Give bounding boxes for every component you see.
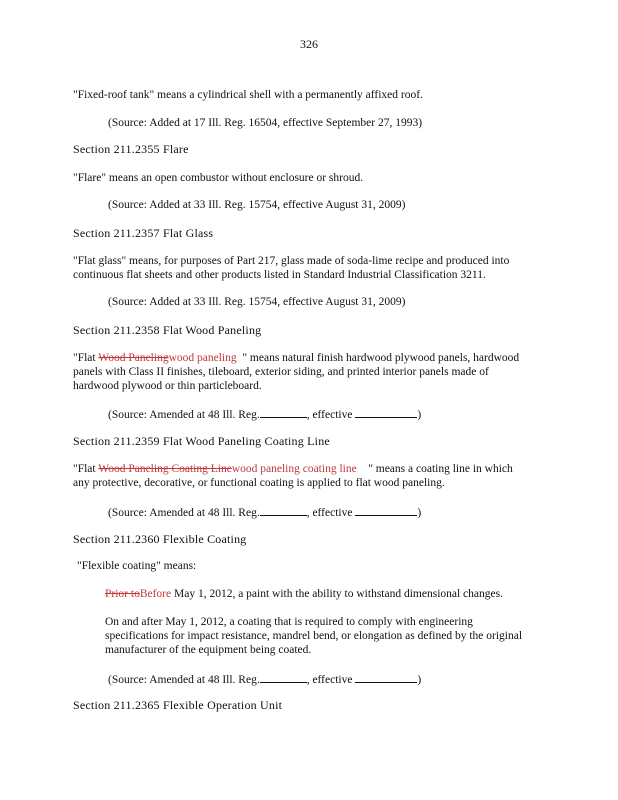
source-effective: , effective	[306, 507, 356, 519]
source-prefix: (Source: Amended at 48 Ill. Reg.	[108, 409, 260, 421]
blank-effective-date	[355, 504, 417, 516]
deleted-text: Wood Paneling Coating Line	[98, 463, 232, 475]
flexible-coating-item-2-line-2: specifications for impact resistance, mandrel bend, or elongation as defined by the original	[105, 630, 523, 642]
item-1-rest: May 1, 2012, a paint with the ability to withstand dimensional changes.	[171, 588, 503, 600]
source-effective: , effective	[306, 674, 356, 686]
flexible-coating-intro: "Flexible coating" means:	[77, 560, 197, 572]
flexible-coating-item-2-line-3: manufacturer of the equipment being coated.	[105, 644, 312, 656]
flexible-coating-source	[108, 671, 421, 687]
flexible-coating-item-1	[105, 587, 503, 601]
flexible-coating-item-2-line-1: On and after May 1, 2012, a coating that is required to comply with engineering	[105, 616, 473, 628]
flat-wood-line-def-2: any protective, decorative, or functional coating is applied to flat wood paneling.	[73, 477, 445, 489]
flat-wood-line-rest: " means a coating line in which	[368, 463, 513, 475]
flat-wood-rest: " means natural finish hardwood plywood panels, hardwood	[242, 352, 520, 364]
flare-heading: Section 211.2355 Flare	[73, 142, 189, 156]
flat-wood-prefix: "Flat	[73, 352, 99, 364]
source-close: )	[417, 674, 422, 686]
source-prefix: (Source: Amended at 48 Ill. Reg.	[108, 507, 260, 519]
flexible-coating-heading: Section 211.2360 Flexible Coating	[73, 532, 247, 546]
flare-definition: "Flare" means an open combustor without enclosure or shroud.	[73, 172, 364, 184]
flat-wood-line-def-1	[73, 462, 513, 476]
blank-register-cite	[260, 406, 307, 418]
flat-wood-heading: Section 211.2358 Flat Wood Paneling	[73, 323, 262, 337]
flat-wood-line-heading: Section 211.2359 Flat Wood Paneling Coating Line	[73, 434, 330, 448]
fixed-roof-definition: "Fixed-roof tank" means a cylindrical shell with a permanently affixed roof.	[73, 89, 423, 101]
flat-glass-heading: Section 211.2357 Flat Glass	[73, 226, 214, 240]
inserted-text: Before	[139, 588, 172, 600]
flat-wood-line-prefix: "Flat	[73, 463, 99, 475]
page-number: 326	[300, 37, 318, 51]
source-close: )	[417, 409, 422, 421]
source-close: )	[417, 507, 422, 519]
inserted-text: wood paneling	[168, 352, 237, 364]
flexible-operation-heading: Section 211.2365 Flexible Operation Unit	[73, 698, 283, 712]
flat-wood-source	[108, 406, 421, 422]
inserted-text: wood paneling coating line	[231, 463, 357, 475]
flat-wood-line-3: hardwood plywood or thin particleboard.	[73, 380, 262, 392]
flat-wood-line-1	[73, 351, 519, 365]
blank-effective-date	[355, 671, 417, 683]
source-prefix: (Source: Amended at 48 Ill. Reg.	[108, 674, 260, 686]
flat-glass-source: (Source: Added at 33 Ill. Reg. 15754, effective August 31, 2009)	[108, 296, 406, 308]
deleted-text: Wood Paneling	[98, 352, 169, 364]
blank-effective-date	[355, 406, 417, 418]
flare-source: (Source: Added at 33 Ill. Reg. 15754, effective August 31, 2009)	[108, 199, 406, 211]
blank-register-cite	[260, 504, 307, 516]
source-effective: , effective	[306, 409, 356, 421]
deleted-text: Prior to	[105, 588, 140, 600]
blank-register-cite	[260, 671, 307, 683]
flat-wood-line-2: panels with Class II finishes, tileboard, exterior siding, and printed interior panels made of	[73, 366, 489, 378]
flat-wood-line-source	[108, 504, 421, 520]
flat-glass-line-2: continuous flat sheets and other products listed in Standard Industrial Classification 3211.	[73, 269, 486, 281]
flat-glass-line-1: "Flat glass" means, for purposes of Part 217, glass made of soda-lime recipe and produced into	[73, 255, 510, 267]
fixed-roof-source: (Source: Added at 17 Ill. Reg. 16504, effective September 27, 1993)	[108, 117, 423, 129]
